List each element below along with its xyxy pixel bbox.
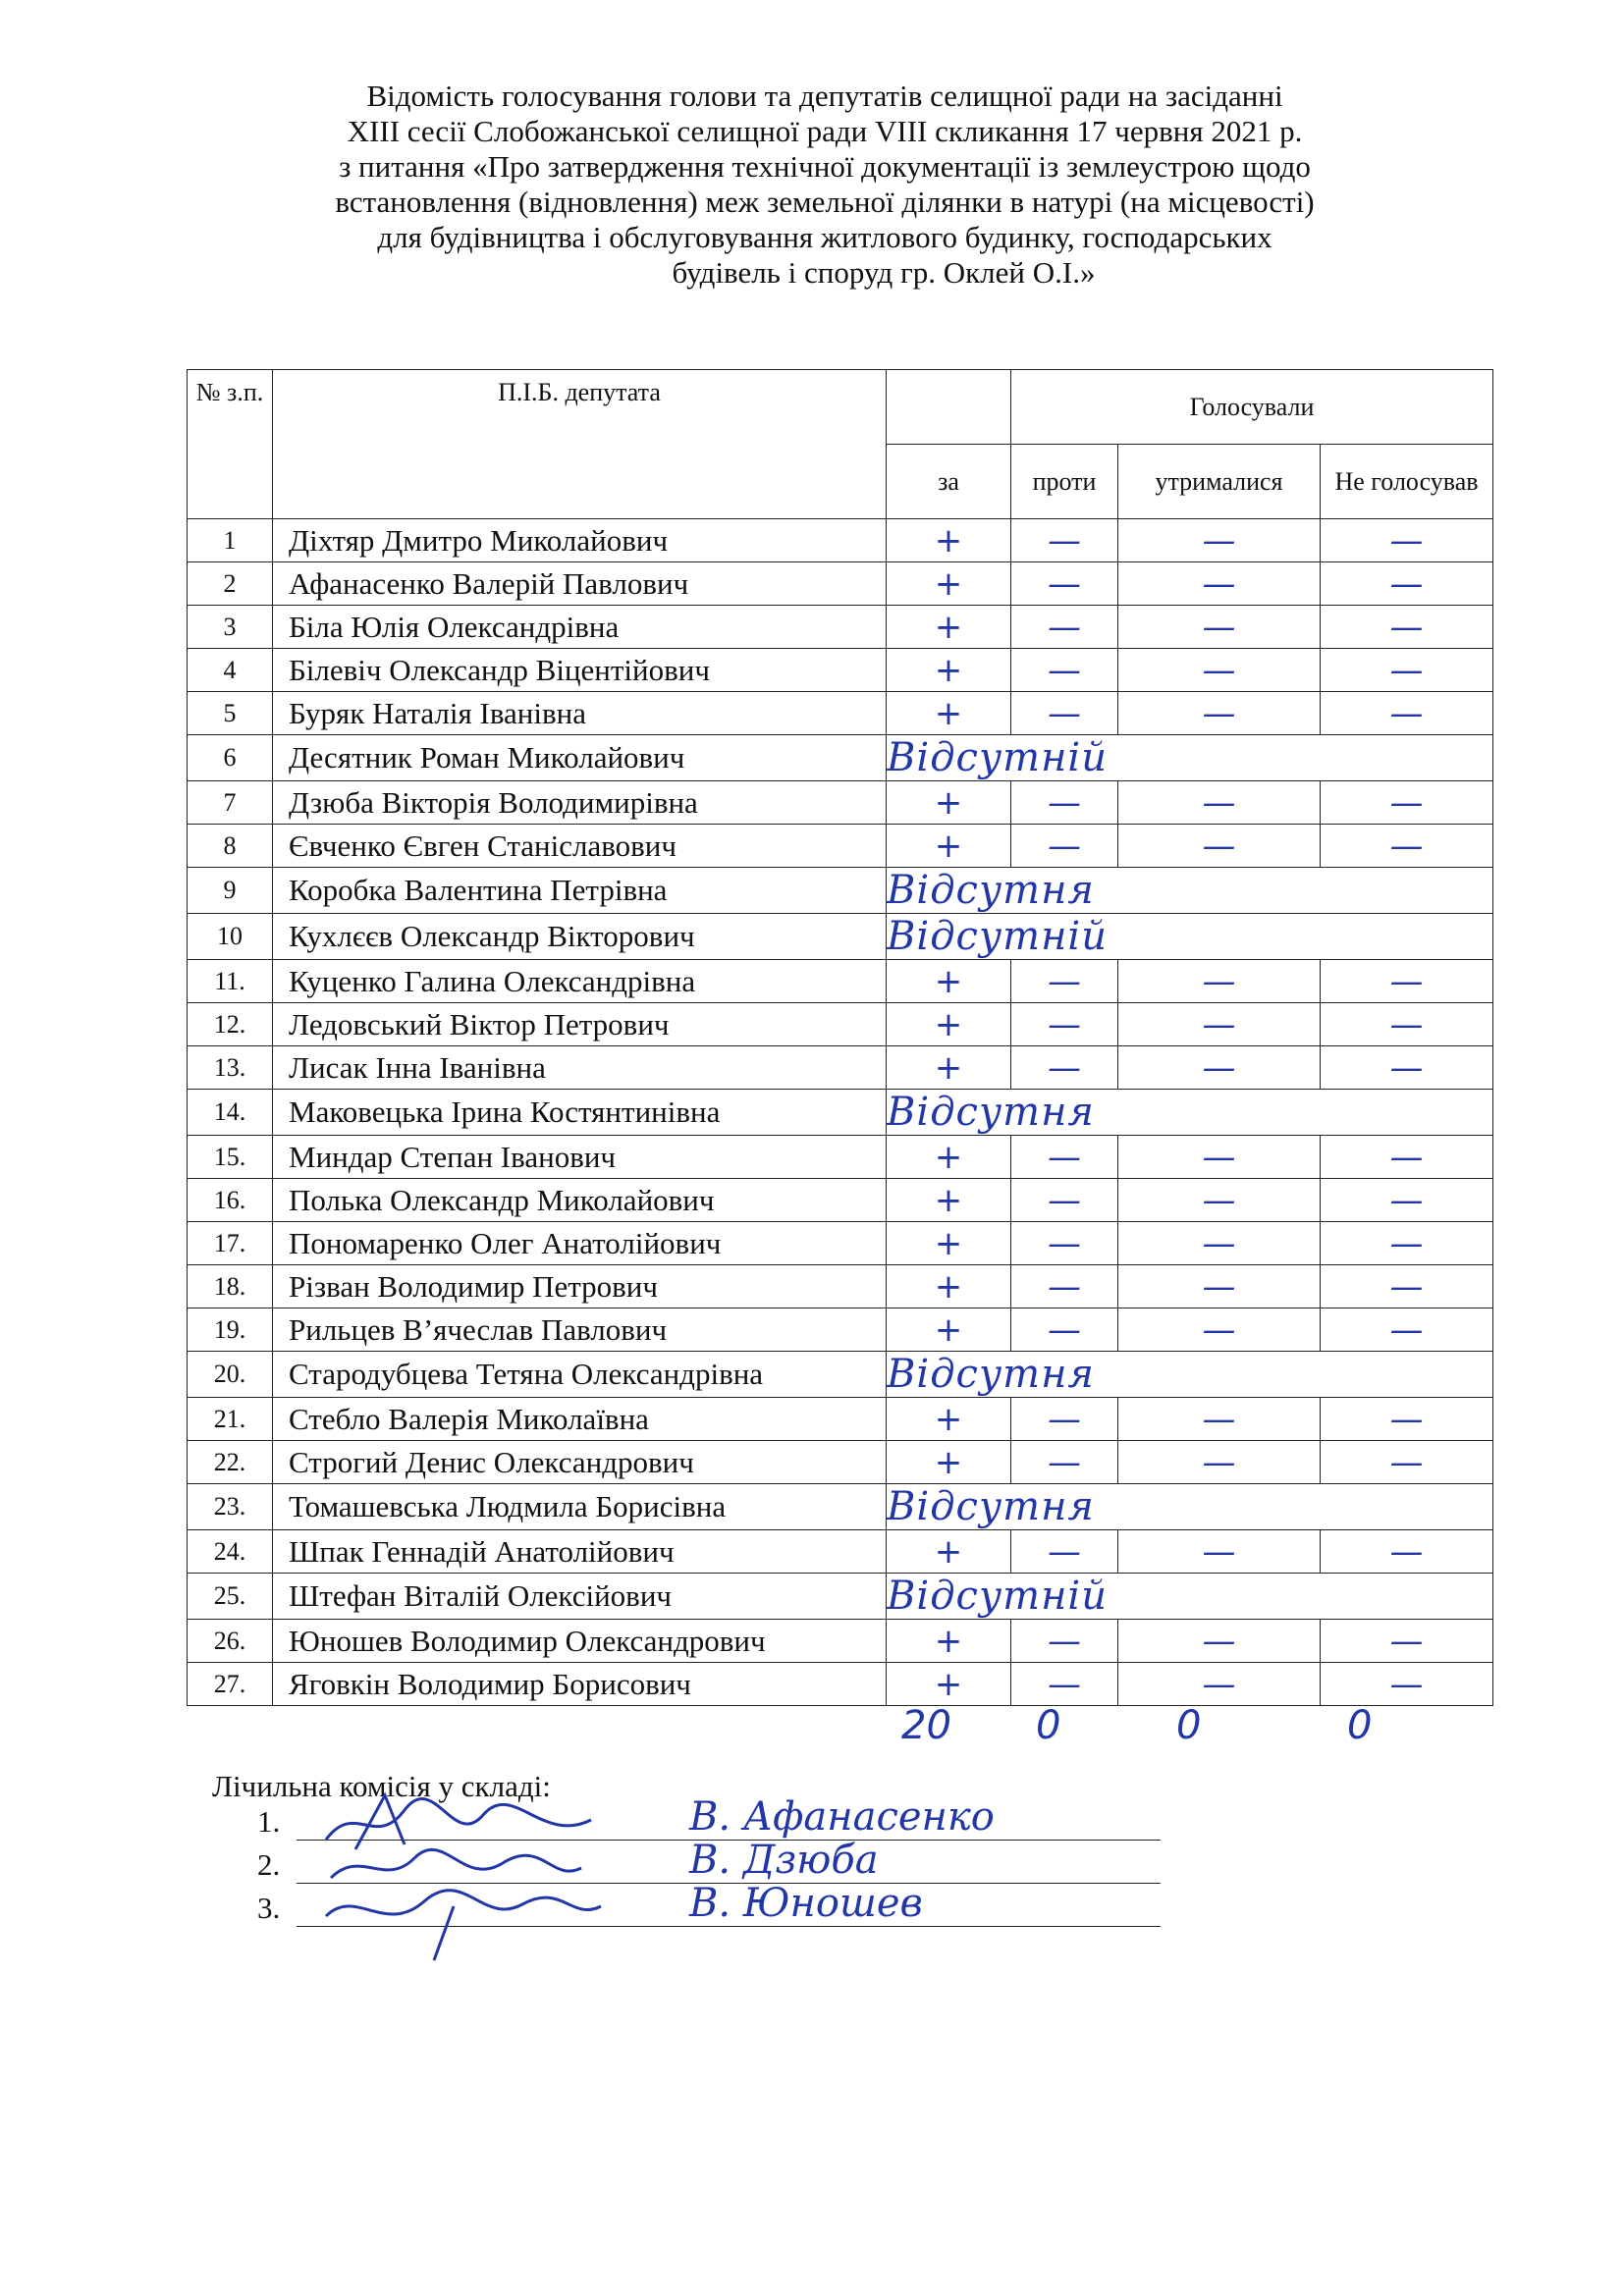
document-title <box>196 79 1453 291</box>
deputy-name: Строгий Денис Олександрович <box>273 1441 887 1484</box>
vote-against: — <box>1011 1046 1118 1090</box>
col-for-header: за <box>887 445 1011 519</box>
signature-index: 3. <box>257 1891 281 1925</box>
deputy-name: Лисак Інна Іванівна <box>273 1046 887 1090</box>
commission-label: Лічильна комісія у складі: <box>212 1769 551 1803</box>
vote-against: — <box>1011 1136 1118 1179</box>
voting-table <box>187 369 1493 1706</box>
row-number: 12. <box>188 1003 273 1046</box>
deputy-name: Коробка Валентина Петрівна <box>273 868 887 914</box>
total-against: 0 <box>1036 1703 1061 1748</box>
vote-for: + <box>887 1530 1011 1574</box>
vote-notvoted: — <box>1321 960 1493 1003</box>
vote-abstain: — <box>1118 1398 1321 1441</box>
deputy-name: Білевіч Олександр Віцентійович <box>273 649 887 692</box>
vote-notvoted: — <box>1321 1398 1493 1441</box>
absent-mark: Відсутня <box>887 1352 1493 1398</box>
vote-abstain: — <box>1118 1308 1321 1352</box>
row-number: 9 <box>188 868 273 914</box>
vote-against: — <box>1011 606 1118 649</box>
vote-notvoted: — <box>1321 1222 1493 1265</box>
deputy-name: Євченко Євген Станіславович <box>273 825 887 868</box>
title-line: будівель і споруд гр. Оклей О.І.» <box>672 255 1096 290</box>
table-row <box>188 735 1493 781</box>
row-number: 18. <box>188 1265 273 1308</box>
total-abstain: 0 <box>1176 1703 1202 1748</box>
vote-abstain: — <box>1118 1530 1321 1574</box>
vote-notvoted: — <box>1321 1530 1493 1574</box>
row-number: 19. <box>188 1308 273 1352</box>
row-number: 15. <box>188 1136 273 1179</box>
vote-for: + <box>887 1265 1011 1308</box>
deputy-name: Буряк Наталія Іванівна <box>273 692 887 735</box>
deputy-name: Миндар Степан Іванович <box>273 1136 887 1179</box>
signature-name: В. Юношев <box>689 1881 923 1926</box>
deputy-name: Яговкін Володимир Борисович <box>273 1663 887 1706</box>
deputy-name: Афанасенко Валерій Павлович <box>273 562 887 606</box>
vote-abstain: — <box>1118 1003 1321 1046</box>
deputy-name: Юношев Володимир Олександрович <box>273 1620 887 1663</box>
vote-notvoted: — <box>1321 825 1493 868</box>
vote-against: — <box>1011 1179 1118 1222</box>
vote-abstain: — <box>1118 519 1321 562</box>
row-number: 23. <box>188 1484 273 1530</box>
vote-for: + <box>887 1222 1011 1265</box>
table-row <box>188 1620 1493 1663</box>
vote-notvoted: — <box>1321 1441 1493 1484</box>
vote-against: — <box>1011 1441 1118 1484</box>
row-number: 14. <box>188 1090 273 1136</box>
vote-abstain: — <box>1118 1265 1321 1308</box>
vote-for: + <box>887 519 1011 562</box>
title-line: для будівництва і обслуговування житлового будинку, господарських <box>377 220 1272 254</box>
col-voted-header: Голосували <box>1011 370 1493 445</box>
signature-row <box>257 1881 1161 1934</box>
deputy-name: Маковецька Ірина Костянтинівна <box>273 1090 887 1136</box>
row-number: 4 <box>188 649 273 692</box>
row-number: 26. <box>188 1620 273 1663</box>
vote-against: — <box>1011 825 1118 868</box>
deputy-name: Томашевська Людмила Борисівна <box>273 1484 887 1530</box>
deputy-name: Полька Олександр Миколайович <box>273 1179 887 1222</box>
title-line: Відомість голосування голови та депутатів селищної ради на засіданні <box>366 79 1283 113</box>
row-number: 7 <box>188 781 273 825</box>
vote-against: — <box>1011 562 1118 606</box>
vote-against: — <box>1011 1663 1118 1706</box>
vote-abstain: — <box>1118 649 1321 692</box>
table-row <box>188 1574 1493 1620</box>
row-number: 17. <box>188 1222 273 1265</box>
row-number: 24. <box>188 1530 273 1574</box>
vote-for: + <box>887 1441 1011 1484</box>
table-row <box>188 1308 1493 1352</box>
vote-abstain: — <box>1118 1046 1321 1090</box>
vote-abstain: — <box>1118 1222 1321 1265</box>
vote-for: + <box>887 1046 1011 1090</box>
vote-abstain: — <box>1118 1179 1321 1222</box>
table-body <box>188 519 1493 1706</box>
vote-notvoted: — <box>1321 1265 1493 1308</box>
title-line: XIII сесії Слобожанської селищної ради VIII скликання 17 червня 2021 р. <box>347 114 1303 148</box>
table-row <box>188 1484 1493 1530</box>
vote-notvoted: — <box>1321 1179 1493 1222</box>
vote-notvoted: — <box>1321 1308 1493 1352</box>
vote-for: + <box>887 649 1011 692</box>
deputy-name: Стебло Валерія Миколаївна <box>273 1398 887 1441</box>
row-number: 8 <box>188 825 273 868</box>
vote-for: + <box>887 960 1011 1003</box>
table-row <box>188 519 1493 562</box>
col-blank-header <box>887 370 1011 445</box>
vote-for: + <box>887 1620 1011 1663</box>
signature-name: В. Дзюба <box>689 1838 879 1883</box>
col-against-header: проти <box>1011 445 1118 519</box>
vote-abstain: — <box>1118 825 1321 868</box>
row-number: 2 <box>188 562 273 606</box>
table-row <box>188 1663 1493 1706</box>
table-row <box>188 1003 1493 1046</box>
row-number: 22. <box>188 1441 273 1484</box>
table-row <box>188 692 1493 735</box>
signature-scribble <box>316 1877 611 1965</box>
deputy-name: Ледовський Віктор Петрович <box>273 1003 887 1046</box>
vote-abstain: — <box>1118 1620 1321 1663</box>
table-row <box>188 1530 1493 1574</box>
vote-against: — <box>1011 519 1118 562</box>
table-row <box>188 1046 1493 1090</box>
table-row <box>188 606 1493 649</box>
vote-notvoted: — <box>1321 562 1493 606</box>
row-number: 5 <box>188 692 273 735</box>
vote-against: — <box>1011 1530 1118 1574</box>
vote-abstain: — <box>1118 1441 1321 1484</box>
table-row <box>188 562 1493 606</box>
vote-abstain: — <box>1118 960 1321 1003</box>
vote-for: + <box>887 562 1011 606</box>
vote-abstain: — <box>1118 562 1321 606</box>
row-number: 21. <box>188 1398 273 1441</box>
vote-notvoted: — <box>1321 692 1493 735</box>
vote-against: — <box>1011 1265 1118 1308</box>
table-row <box>188 1090 1493 1136</box>
vote-for: + <box>887 606 1011 649</box>
vote-for: + <box>887 1308 1011 1352</box>
absent-mark: Відсутня <box>887 1484 1493 1530</box>
vote-notvoted: — <box>1321 1003 1493 1046</box>
vote-against: — <box>1011 692 1118 735</box>
vote-for: + <box>887 781 1011 825</box>
deputy-name: Дзюба Вікторія Володимирівна <box>273 781 887 825</box>
table-row <box>188 914 1493 960</box>
table-row <box>188 868 1493 914</box>
vote-against: — <box>1011 960 1118 1003</box>
absent-mark: Відсутня <box>887 868 1493 914</box>
col-num-header: № з.п. <box>188 370 273 519</box>
absent-mark: Відсутня <box>887 1090 1493 1136</box>
row-number: 11. <box>188 960 273 1003</box>
table-row <box>188 825 1493 868</box>
table-row <box>188 1441 1493 1484</box>
vote-abstain: — <box>1118 692 1321 735</box>
vote-against: — <box>1011 781 1118 825</box>
vote-notvoted: — <box>1321 649 1493 692</box>
signature-index: 1. <box>257 1804 281 1839</box>
table-row <box>188 1179 1493 1222</box>
signature-name: В. Афанасенко <box>689 1794 995 1840</box>
vote-against: — <box>1011 1222 1118 1265</box>
title-line: з питання «Про затвердження технічної документації із землеустрою щодо <box>339 149 1311 184</box>
vote-for: + <box>887 1003 1011 1046</box>
table-row <box>188 960 1493 1003</box>
vote-abstain: — <box>1118 606 1321 649</box>
row-number: 13. <box>188 1046 273 1090</box>
row-number: 27. <box>188 1663 273 1706</box>
deputy-name: Рильцев В’ячеслав Павлович <box>273 1308 887 1352</box>
row-number: 25. <box>188 1574 273 1620</box>
row-number: 10 <box>188 914 273 960</box>
title-line: встановлення (відновлення) меж земельної ділянки в натурі (на місцевості) <box>335 185 1315 219</box>
vote-abstain: — <box>1118 1136 1321 1179</box>
vote-for: + <box>887 825 1011 868</box>
signature-index: 2. <box>257 1847 281 1882</box>
vote-abstain: — <box>1118 781 1321 825</box>
vote-notvoted: — <box>1321 781 1493 825</box>
absent-mark: Відсутній <box>887 735 1493 781</box>
col-abstain-header: утрималися <box>1118 445 1321 519</box>
vote-for: + <box>887 1136 1011 1179</box>
table-row <box>188 649 1493 692</box>
vote-notvoted: — <box>1321 1663 1493 1706</box>
total-for: 20 <box>901 1703 951 1748</box>
absent-mark: Відсутній <box>887 1574 1493 1620</box>
col-name-header: П.І.Б. депутата <box>273 370 887 519</box>
deputy-name: Шпак Геннадій Анатолійович <box>273 1530 887 1574</box>
deputy-name: Десятник Роман Миколайович <box>273 735 887 781</box>
table-row <box>188 1136 1493 1179</box>
vote-for: + <box>887 1398 1011 1441</box>
row-number: 3 <box>188 606 273 649</box>
deputy-name: Біла Юлія Олександрівна <box>273 606 887 649</box>
deputy-name: Різван Володимир Петрович <box>273 1265 887 1308</box>
vote-against: — <box>1011 649 1118 692</box>
vote-notvoted: — <box>1321 1046 1493 1090</box>
table-row <box>188 781 1493 825</box>
table-row <box>188 1352 1493 1398</box>
absent-mark: Відсутній <box>887 914 1493 960</box>
vote-against: — <box>1011 1620 1118 1663</box>
table-row <box>188 1398 1493 1441</box>
deputy-name: Стародубцева Тетяна Олександрівна <box>273 1352 887 1398</box>
row-number: 16. <box>188 1179 273 1222</box>
vote-notvoted: — <box>1321 519 1493 562</box>
vote-notvoted: — <box>1321 1620 1493 1663</box>
vote-abstain: — <box>1118 1663 1321 1706</box>
row-number: 6 <box>188 735 273 781</box>
deputy-name: Куценко Галина Олександрівна <box>273 960 887 1003</box>
deputy-name: Діхтяр Дмитро Миколайович <box>273 519 887 562</box>
vote-against: — <box>1011 1398 1118 1441</box>
vote-against: — <box>1011 1003 1118 1046</box>
col-notvoted-header: Не голосував <box>1321 445 1493 519</box>
vote-against: — <box>1011 1308 1118 1352</box>
total-notvoted: 0 <box>1347 1703 1373 1748</box>
vote-for: + <box>887 1179 1011 1222</box>
table-row <box>188 1265 1493 1308</box>
deputy-name: Кухлєєв Олександр Вікторович <box>273 914 887 960</box>
vote-for: + <box>887 1663 1011 1706</box>
table-row <box>188 1222 1493 1265</box>
deputy-name: Пономаренко Олег Анатолійович <box>273 1222 887 1265</box>
row-number: 1 <box>188 519 273 562</box>
deputy-name: Штефан Віталій Олексійович <box>273 1574 887 1620</box>
vote-for: + <box>887 692 1011 735</box>
row-number: 20. <box>188 1352 273 1398</box>
vote-notvoted: — <box>1321 1136 1493 1179</box>
vote-notvoted: — <box>1321 606 1493 649</box>
